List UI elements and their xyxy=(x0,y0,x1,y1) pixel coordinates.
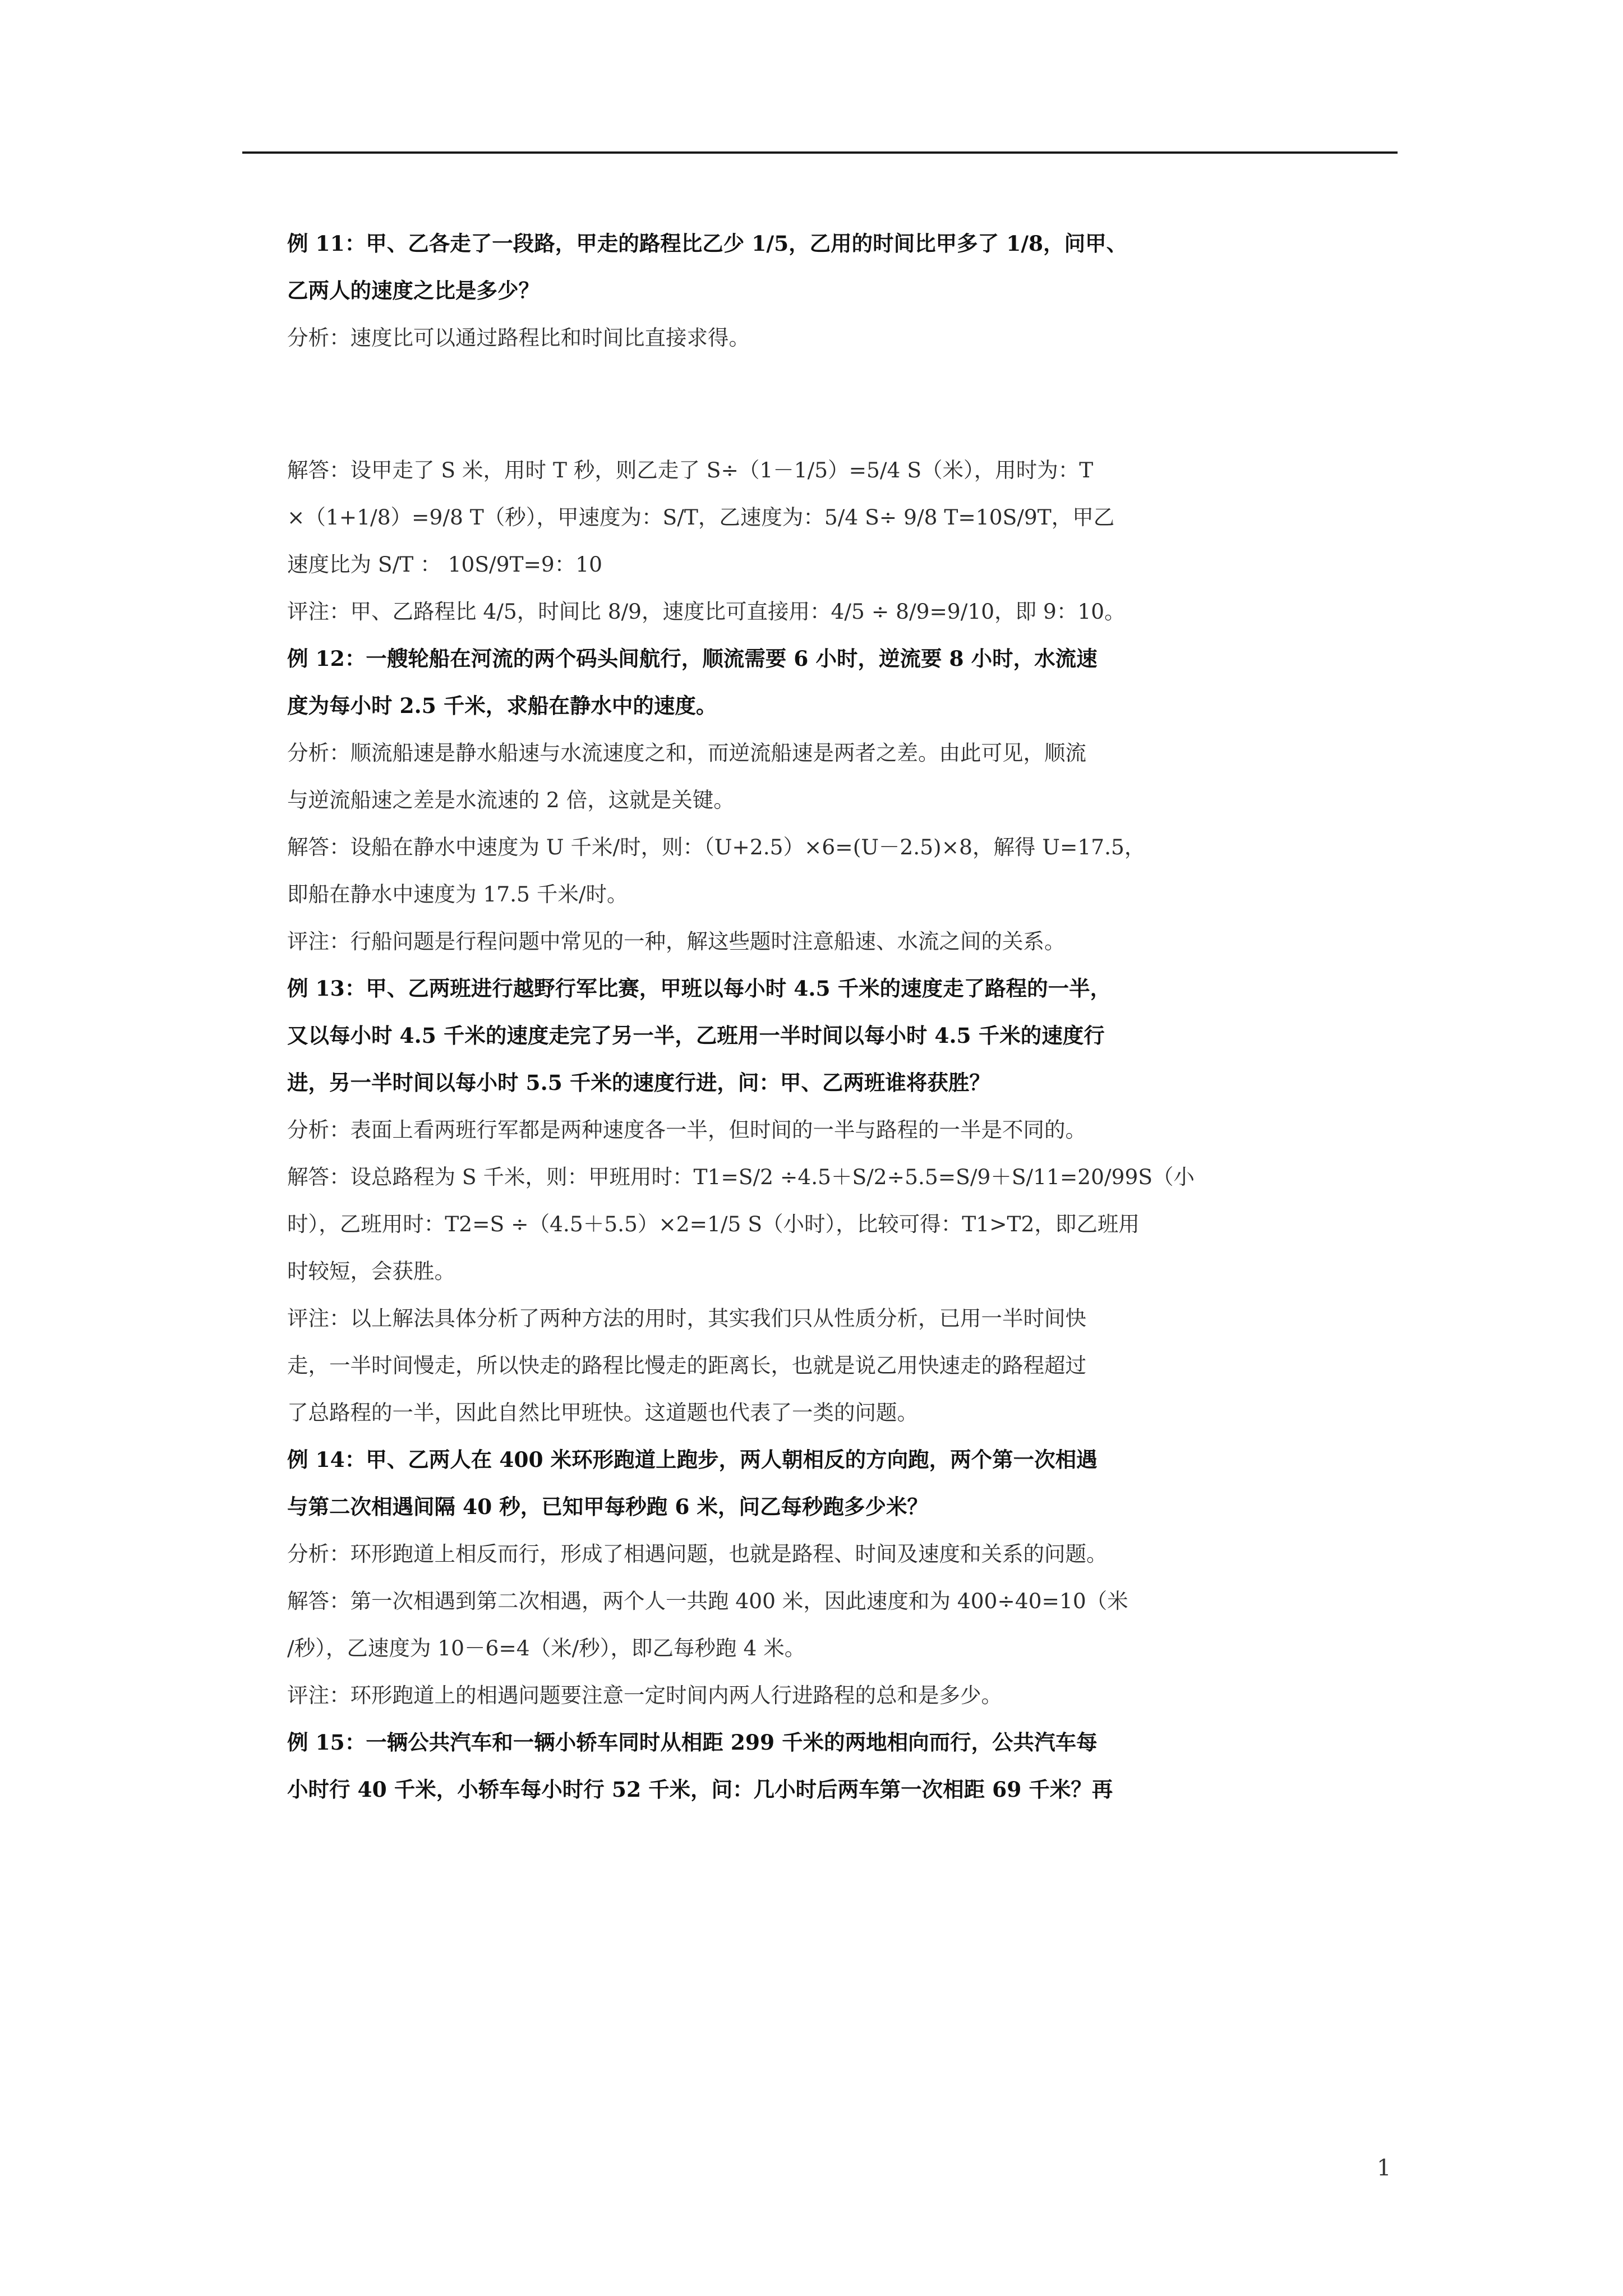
body-text-line: ×（1+1/8）=9/8 T（秒），甲速度为：S/T，乙速度为：5/4 S÷ 9/8 T=10S/9T，甲乙 xyxy=(287,505,1115,530)
body-text-line: 速度比为 S/T ： 10S/9T=9：10 xyxy=(287,552,603,577)
body-text-line: 评注：环形跑道上的相遇问题要注意一定时间内两人行进路程的总和是多少。 xyxy=(287,1683,1002,1708)
problem-text-line: 度为每小时 2.5 千米，求船在静水中的速度。 xyxy=(287,693,717,718)
body-text-line: 时），乙班用时：T2=S ÷（4.5＋5.5）×2=1/5 S（小时），比较可得：T1>T2，即乙班用 xyxy=(287,1212,1140,1236)
problem-text-line: 例 14：甲、乙两人在 400 米环形跑道上跑步，两人朝相反的方向跑，两个第一次相遇 xyxy=(287,1447,1098,1472)
body-text-line: 了总路程的一半，因此自然比甲班快。这道题也代表了一类的问题。 xyxy=(287,1400,918,1425)
problem-text-line: 小时行 40 千米，小轿车每小时行 52 千米，问：几小时后两车第一次相距 69 千米？再 xyxy=(287,1777,1113,1802)
body-text-line: 时较短，会获胜。 xyxy=(287,1259,455,1283)
body-text-line: /秒），乙速度为 10－6=4（米/秒），即乙每秒跑 4 米。 xyxy=(287,1636,806,1660)
body-text-line: 分析：环形跑道上相反而行，形成了相遇问题，也就是路程、时间及速度和关系的问题。 xyxy=(287,1542,1108,1566)
problem-text-line: 又以每小时 4.5 千米的速度走完了另一半，乙班用一半时间以每小时 4.5 千米的速度行 xyxy=(287,1023,1105,1048)
body-text-line: 评注：行船问题是行程问题中常见的一种，解这些题时注意船速、水流之间的关系。 xyxy=(287,929,1066,954)
problem-text-line: 例 13：甲、乙两班进行越野行军比赛，甲班以每小时 4.5 千米的速度走了路程的一半， xyxy=(287,976,1112,1001)
body-text-line: 分析：表面上看两班行军都是两种速度各一半，但时间的一半与路程的一半是不同的。 xyxy=(287,1117,1086,1142)
body-text-line: 分析：速度比可以通过路程比和时间比直接求得。 xyxy=(287,325,750,350)
problem-text-line: 与第二次相遇间隔 40 秒，已知甲每秒跑 6 米，问乙每秒跑多少米？ xyxy=(287,1494,928,1519)
paragraph-gap xyxy=(287,361,1235,447)
page-number: 1 xyxy=(1377,2155,1391,2181)
header-rule xyxy=(242,151,1398,154)
problem-text-line: 进，另一半时间以每小时 5.5 千米的速度行进，问：甲、乙两班谁将获胜？ xyxy=(287,1070,990,1095)
body-text-line: 评注：甲、乙路程比 4/5，时间比 8/9，速度比可直接用：4/5 ÷ 8/9=9/10，即 9：10。 xyxy=(287,599,1126,624)
problem-text-line: 例 12：一艘轮船在河流的两个码头间航行，顺流需要 6 小时，逆流要 8 小时，水流速 xyxy=(287,646,1098,671)
body-text-line: 与逆流船速之差是水流速的 2 倍，这就是关键。 xyxy=(287,788,735,812)
body-text-line: 即船在静水中速度为 17.5 千米/时。 xyxy=(287,882,628,907)
document-body xyxy=(287,220,1235,1813)
body-text-line: 解答：设船在静水中速度为 U 千米/时，则：（U+2.5）×6=(U－2.5)×8，解得 U=17.5， xyxy=(287,835,1146,859)
problem-text-line: 例 15：一辆公共汽车和一辆小轿车同时从相距 299 千米的两地相向而行，公共汽车每 xyxy=(287,1730,1098,1755)
problem-text-line: 乙两人的速度之比是多少？ xyxy=(287,278,540,303)
body-text-line: 分析：顺流船速是静水船速与水流速度之和，而逆流船速是两者之差。由此可见，顺流 xyxy=(287,740,1086,765)
body-text-line: 评注：以上解法具体分析了两种方法的用时，其实我们只从性质分析，已用一半时间快 xyxy=(287,1306,1086,1331)
problem-text-line: 例 11：甲、乙各走了一段路，甲走的路程比乙少 1/5，乙用的时间比甲多了 1/8，问甲、 xyxy=(287,231,1128,256)
body-text-line: 解答：设总路程为 S 千米，则：甲班用时：T1=S/2 ÷4.5＋S/2÷5.5=S/9＋S/11=20/99S（小 xyxy=(287,1165,1195,1189)
body-text-line: 解答：设甲走了 S 米，用时 T 秒，则乙走了 S÷（1－1/5）=5/4 S（米），用时为：T xyxy=(287,458,1094,482)
body-text-line: 走，一半时间慢走，所以快走的路程比慢走的距离长，也就是说乙用快速走的路程超过 xyxy=(287,1353,1086,1378)
body-text-line: 解答：第一次相遇到第二次相遇，两个人一共跑 400 米，因此速度和为 400÷40=10（米 xyxy=(287,1589,1128,1613)
